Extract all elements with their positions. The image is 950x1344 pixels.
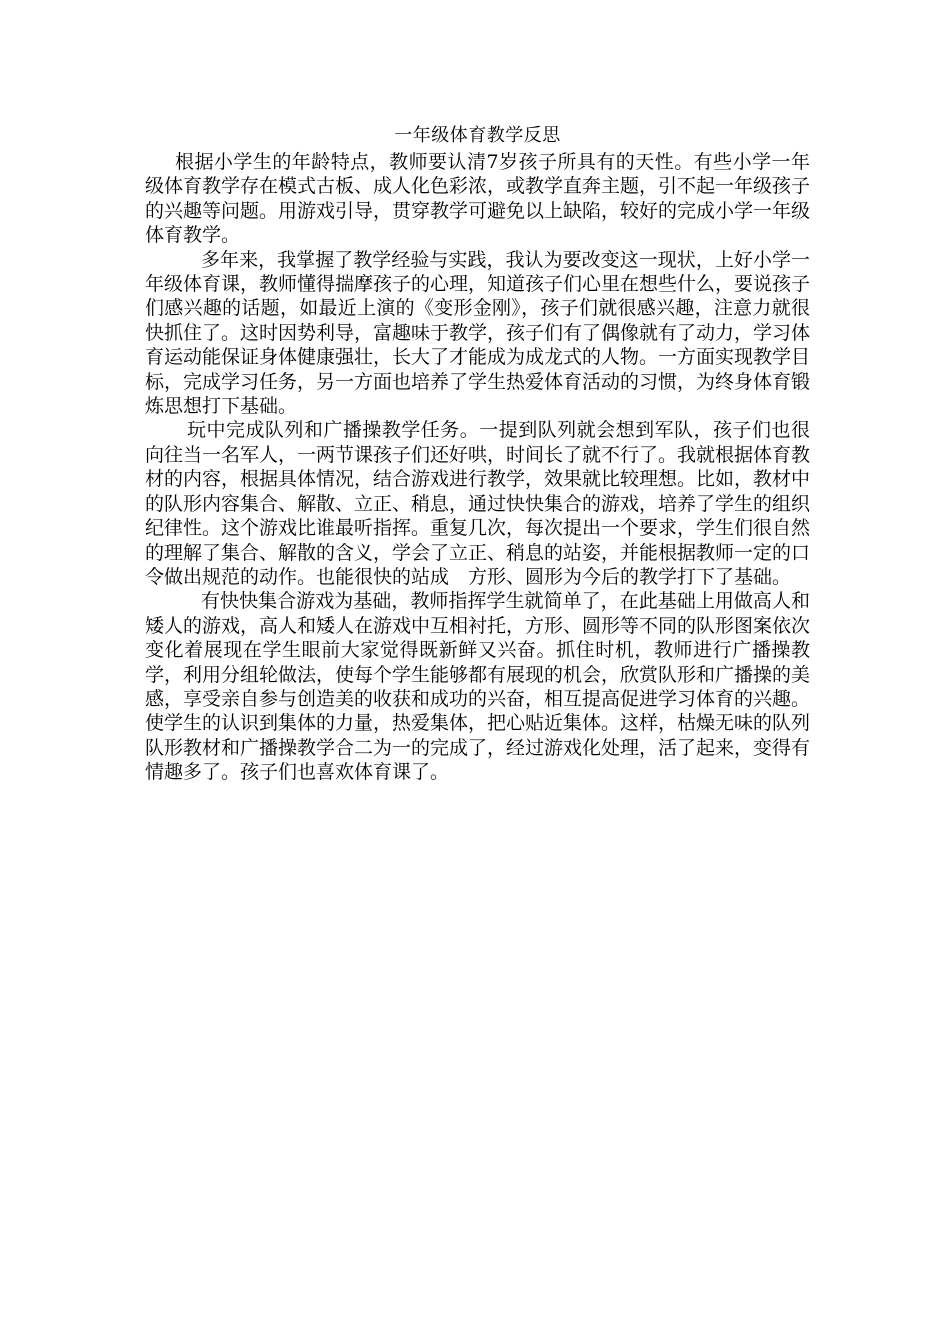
paragraph-1: 根据小学生的年龄特点，教师要认清7岁孩子所具有的天性。有些小学一年级体育教学存在模式古板、成人化色彩浓，或教学直奔主题，引不起一年级孩子的兴趣等问题。用游戏引导，贯穿教学可避免以上缺陷，较好的完成小学一年级体育教学。: [145, 151, 811, 247]
document-title: 一年级体育教学反思: [394, 125, 561, 146]
paragraph-4: 有快快集合游戏为基础，教师指挥学生就简单了，在此基础上用做高人和矮人的游戏，高人和矮人在游戏中互相衬托，方形、圆形等不同的队形图案依次变化着展现在学生眼前大家觉得既新鲜又兴奋。抓住时机，教师进行广播操教学，利用分组轮做法，使每个学生能够都有展现的机会，欣赏队形和广播操的美感，享受亲自参与创造美的收获和成功的兴奋，相互提高促进学习体育的兴趣。使学生的认识到集体的力量，热爱集体，把心贴近集体。这样，枯燥无味的队列队形教材和广播操教学合二为一的完成了，经过游戏化处理，活了起来，变得有情趣多了。孩子们也喜欢体育课了。: [145, 590, 811, 784]
document-body: [145, 124, 810, 785]
paragraph-2: 多年来，我掌握了教学经验与实践，我认为要改变这一现状，上好小学一年级体育课，教师懂得揣摩孩子的心理，知道孩子们心里在想些什么，要说孩子们感兴趣的话题，如最近上演的《变形金刚》，孩子们就很感兴趣，注意力就很快抓住了。这时因势利导，富趣味于教学，孩子们有了偶像就有了动力，学习体育运动能保证身体健康强壮，长大了才能成为成龙式的人物。一方面实现教学目标，完成学习任务，另一方面也培养了学生热爱体育活动的习惯，为终身体育锻炼思想打下基础。: [145, 248, 811, 418]
paragraph-3: 玩中完成队列和广播操教学任务。一提到队列就会想到军队，孩子们也很向往当一名军人，一两节课孩子们还好哄，时间长了就不行了。我就根据体育教材的内容，根据具体情况，结合游戏进行教学，效果就比较理想。比如，教材中的队形内容集合、解散、立正、稍息，通过快快集合的游戏，培养了学生的组织纪律性。这个游戏比谁最听指挥。重复几次，每次提出一个要求，学生们很自然的理解了集合、解散的含义，学会了立正、稍息的站姿，并能根据教师一定的口令做出规范的动作。也能很快的站成 方形、圆形为今后的教学打下了基础。: [145, 419, 811, 588]
